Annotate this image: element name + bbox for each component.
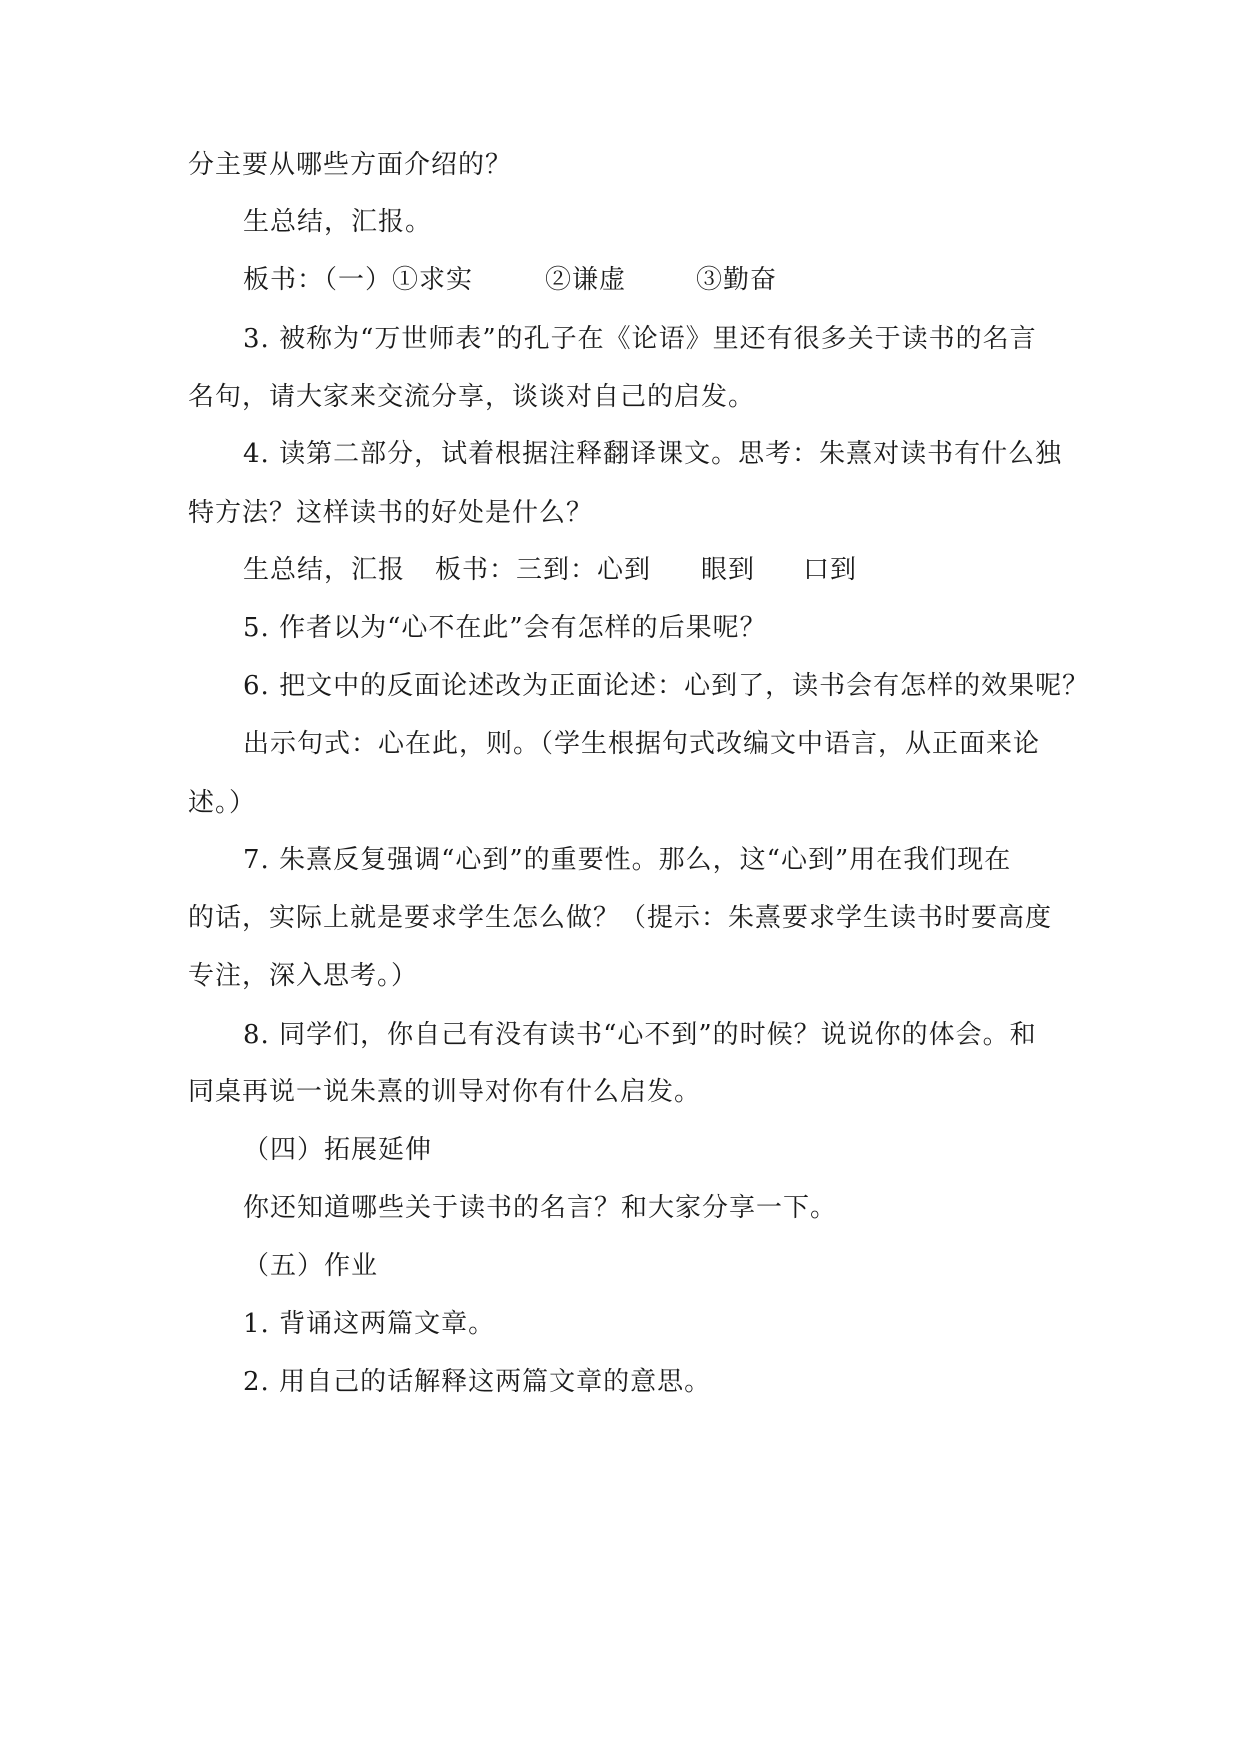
text-line: 分主要从哪些方面介绍的？	[188, 150, 513, 180]
text-line: 名句，请大家来交流分享，谈谈对自己的启发。	[188, 382, 756, 412]
text-line: 8. 同学们，你自己有没有读书“心不到”的时候？说说你的体会。和	[243, 1020, 1037, 1050]
board-note: 生总结，汇报	[243, 555, 406, 585]
board-notes-line-2	[243, 553, 1068, 587]
board-note: 板书：三到：心到	[435, 555, 652, 585]
board-note: 板书：（一）①求实	[243, 265, 474, 295]
board-note: 眼到	[701, 555, 756, 585]
text-line: 特方法？这样读书的好处是什么？	[188, 498, 594, 528]
board-note: ②谦虚	[545, 265, 627, 295]
text-line: 专注，深入思考。）	[188, 961, 419, 991]
section-heading: （四）拓展延伸	[243, 1135, 433, 1165]
text-line: 述。）	[188, 788, 257, 818]
text-line: 1. 背诵这两篇文章。	[243, 1309, 496, 1339]
board-note: ③勤奋	[696, 265, 778, 295]
text-line: 同桌再说一说朱熹的训导对你有什么启发。	[188, 1077, 702, 1107]
text-line: 的话，实际上就是要求学生怎么做？（提示：朱熹要求学生读书时要高度	[188, 903, 1053, 933]
text-line: 2. 用自己的话解释这两篇文章的意思。	[243, 1367, 712, 1397]
text-line: 出示句式：心在此，则。（学生根据句式改编文中语言，从正面来论	[243, 729, 1041, 759]
text-line: 4. 读第二部分，试着根据注释翻译课文。思考：朱熹对读书有什么独	[243, 439, 1063, 469]
board-notes-line-1	[243, 263, 1068, 297]
text-line: 生总结，汇报。	[243, 207, 433, 237]
board-note: 口到	[803, 555, 858, 585]
text-line: 5. 作者以为“心不在此”会有怎样的后果呢？	[243, 613, 767, 643]
text-line: 3. 被称为“万世师表”的孔子在《论语》里还有很多关于读书的名言	[243, 324, 1037, 354]
text-line: 6. 把文中的反面论述改为正面论述：心到了，读书会有怎样的效果呢？	[243, 671, 1090, 701]
text-line: 7. 朱熹反复强调“心到”的重要性。那么，这“心到”用在我们现在	[243, 845, 1012, 875]
section-heading: （五）作业	[243, 1251, 379, 1281]
text-line: 你还知道哪些关于读书的名言？和大家分享一下。	[243, 1193, 838, 1223]
